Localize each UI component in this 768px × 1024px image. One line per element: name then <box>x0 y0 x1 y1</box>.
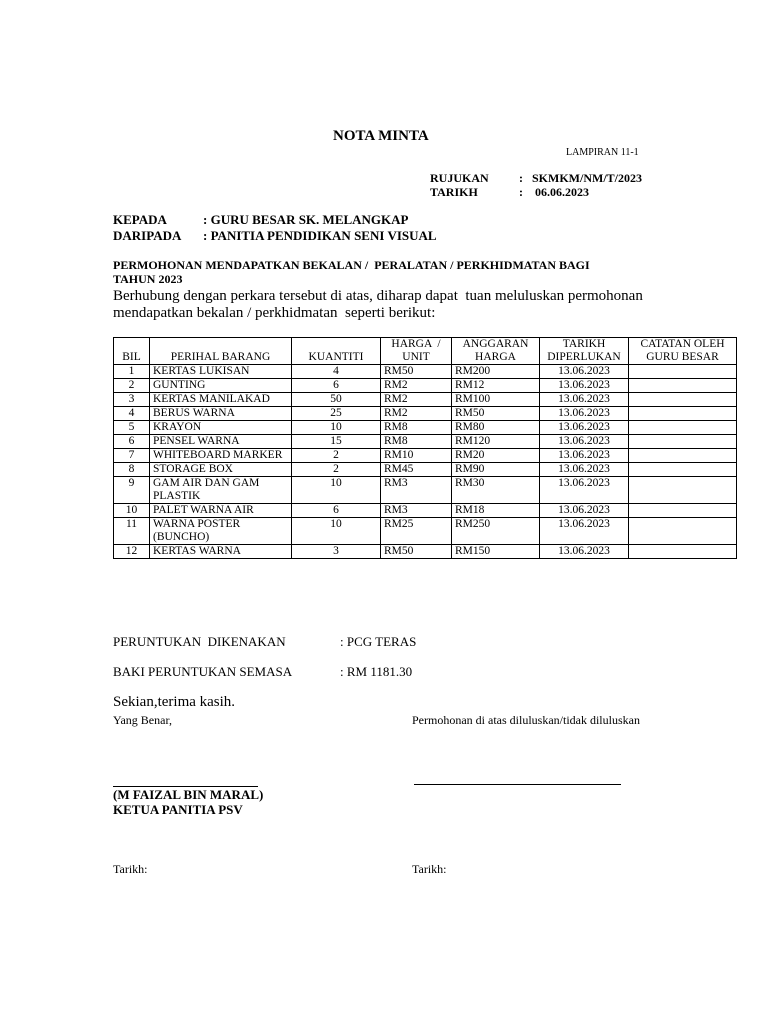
peruntukan-value: : PCG TERAS <box>340 634 417 649</box>
cell-perihal: KERTAS WARNA <box>150 545 292 559</box>
table-row <box>114 379 737 393</box>
cell-tarikh: 13.06.2023 <box>540 365 629 379</box>
rujukan-label: RUJUKAN <box>430 171 489 185</box>
cell-anggaran: RM90 <box>452 463 540 477</box>
header-tarikh: TARIKH DIPERLUKAN <box>540 338 629 365</box>
cell-perihal: BERUS WARNA <box>150 407 292 421</box>
table-header-row <box>114 338 737 365</box>
cell-perihal: GUNTING <box>150 379 292 393</box>
signature-line-right <box>414 784 621 785</box>
approval-text: Permohonan di atas diluluskan/tidak diluluskan <box>412 713 640 727</box>
cell-harga: RM2 <box>381 379 452 393</box>
cell-bil: 9 <box>114 477 150 504</box>
table-row <box>114 504 737 518</box>
cell-kuantiti: 3 <box>292 545 381 559</box>
cell-anggaran: RM200 <box>452 365 540 379</box>
cell-anggaran: RM100 <box>452 393 540 407</box>
table-row <box>114 477 737 504</box>
cell-kuantiti: 10 <box>292 477 381 504</box>
cell-anggaran: RM18 <box>452 504 540 518</box>
table-row <box>114 365 737 379</box>
cell-tarikh: 13.06.2023 <box>540 393 629 407</box>
cell-tarikh: 13.06.2023 <box>540 463 629 477</box>
header-kuantiti: KUANTITI <box>292 338 381 365</box>
header-harga: HARGA / UNIT <box>381 338 452 365</box>
cell-bil: 8 <box>114 463 150 477</box>
document-title: NOTA MINTA <box>333 128 429 144</box>
cell-kuantiti: 25 <box>292 407 381 421</box>
body-line-1: Berhubung dengan perkara tersebut di atas, diharap dapat tuan meluluskan permohonan <box>113 288 643 304</box>
cell-bil: 4 <box>114 407 150 421</box>
cell-harga: RM10 <box>381 449 452 463</box>
cell-kuantiti: 6 <box>292 379 381 393</box>
closing-text: Sekian,terima kasih. <box>113 694 236 710</box>
cell-harga: RM50 <box>381 365 452 379</box>
table-row <box>114 545 737 559</box>
cell-tarikh: 13.06.2023 <box>540 477 629 504</box>
items-table <box>113 337 737 559</box>
cell-kuantiti: 50 <box>292 393 381 407</box>
cell-catatan <box>629 407 737 421</box>
cell-bil: 5 <box>114 421 150 435</box>
tarikh-label: TARIKH <box>430 185 478 199</box>
cell-catatan <box>629 545 737 559</box>
subject-line-2: TAHUN 2023 <box>113 272 183 286</box>
daripada-value: : PANITIA PENDIDIKAN SENI VISUAL <box>203 228 437 243</box>
cell-catatan <box>629 365 737 379</box>
cell-catatan <box>629 379 737 393</box>
cell-bil: 6 <box>114 435 150 449</box>
cell-kuantiti: 10 <box>292 518 381 545</box>
table-row <box>114 435 737 449</box>
cell-kuantiti: 6 <box>292 504 381 518</box>
lampiran-label: LAMPIRAN 11-1 <box>566 147 639 158</box>
signatory-title: KETUA PANITIA PSV <box>113 802 243 817</box>
body-line-2: mendapatkan bekalan / perkhidmatan seperti berikut: <box>113 305 436 321</box>
cell-perihal: WHITEBOARD MARKER <box>150 449 292 463</box>
cell-perihal: KRAYON <box>150 421 292 435</box>
cell-kuantiti: 2 <box>292 449 381 463</box>
cell-anggaran: RM20 <box>452 449 540 463</box>
kepada-value: : GURU BESAR SK. MELANGKAP <box>203 212 409 227</box>
cell-catatan <box>629 477 737 504</box>
table-row <box>114 449 737 463</box>
cell-harga: RM25 <box>381 518 452 545</box>
header-anggaran: ANGGARAN HARGA <box>452 338 540 365</box>
cell-catatan <box>629 393 737 407</box>
cell-anggaran: RM250 <box>452 518 540 545</box>
signatory-name: (M FAIZAL BIN MARAL) <box>113 787 264 802</box>
cell-tarikh: 13.06.2023 <box>540 421 629 435</box>
cell-harga: RM3 <box>381 504 452 518</box>
cell-tarikh: 13.06.2023 <box>540 407 629 421</box>
cell-catatan <box>629 421 737 435</box>
cell-catatan <box>629 504 737 518</box>
rujukan-value: : SKMKM/NM/T/2023 <box>519 171 642 185</box>
header-perihal: PERIHAL BARANG <box>150 338 292 365</box>
cell-kuantiti: 4 <box>292 365 381 379</box>
subject-line-1: PERMOHONAN MENDAPATKAN BEKALAN / PERALATAN / PERKHIDMATAN BAGI <box>113 258 590 272</box>
cell-tarikh: 13.06.2023 <box>540 518 629 545</box>
cell-harga: RM3 <box>381 477 452 504</box>
cell-anggaran: RM150 <box>452 545 540 559</box>
cell-perihal: WARNA POSTER (BUNCHO) <box>150 518 292 545</box>
cell-kuantiti: 15 <box>292 435 381 449</box>
cell-kuantiti: 10 <box>292 421 381 435</box>
cell-bil: 10 <box>114 504 150 518</box>
table-row <box>114 393 737 407</box>
cell-catatan <box>629 435 737 449</box>
cell-perihal: PALET WARNA AIR <box>150 504 292 518</box>
header-catatan: CATATAN OLEH GURU BESAR <box>629 338 737 365</box>
cell-catatan <box>629 463 737 477</box>
table-row <box>114 463 737 477</box>
cell-perihal: STORAGE BOX <box>150 463 292 477</box>
cell-anggaran: RM80 <box>452 421 540 435</box>
cell-anggaran: RM120 <box>452 435 540 449</box>
cell-tarikh: 13.06.2023 <box>540 504 629 518</box>
cell-harga: RM8 <box>381 421 452 435</box>
cell-catatan <box>629 518 737 545</box>
table-row <box>114 407 737 421</box>
cell-perihal: PENSEL WARNA <box>150 435 292 449</box>
cell-harga: RM45 <box>381 463 452 477</box>
cell-bil: 2 <box>114 379 150 393</box>
daripada-label: DARIPADA <box>113 228 182 243</box>
cell-bil: 7 <box>114 449 150 463</box>
tarikh-left-label: Tarikh: <box>113 862 148 876</box>
tarikh-right-label: Tarikh: <box>412 862 447 876</box>
cell-anggaran: RM12 <box>452 379 540 393</box>
tarikh-value: : 06.06.2023 <box>519 185 589 199</box>
cell-tarikh: 13.06.2023 <box>540 379 629 393</box>
header-bil: BIL <box>114 338 150 365</box>
baki-value: : RM 1181.30 <box>340 664 413 679</box>
cell-bil: 11 <box>114 518 150 545</box>
cell-catatan <box>629 449 737 463</box>
cell-bil: 12 <box>114 545 150 559</box>
cell-harga: RM50 <box>381 545 452 559</box>
cell-harga: RM2 <box>381 393 452 407</box>
yang-benar-text: Yang Benar, <box>113 713 172 727</box>
table-row <box>114 421 737 435</box>
cell-anggaran: RM30 <box>452 477 540 504</box>
peruntukan-label: PERUNTUKAN DIKENAKAN <box>113 634 286 649</box>
cell-tarikh: 13.06.2023 <box>540 545 629 559</box>
cell-anggaran: RM50 <box>452 407 540 421</box>
cell-kuantiti: 2 <box>292 463 381 477</box>
table-row <box>114 518 737 545</box>
cell-tarikh: 13.06.2023 <box>540 449 629 463</box>
cell-perihal: GAM AIR DAN GAM PLASTIK <box>150 477 292 504</box>
cell-bil: 3 <box>114 393 150 407</box>
cell-bil: 1 <box>114 365 150 379</box>
cell-tarikh: 13.06.2023 <box>540 435 629 449</box>
cell-harga: RM8 <box>381 435 452 449</box>
cell-perihal: KERTAS LUKISAN <box>150 365 292 379</box>
cell-perihal: KERTAS MANILAKAD <box>150 393 292 407</box>
cell-harga: RM2 <box>381 407 452 421</box>
baki-label: BAKI PERUNTUKAN SEMASA <box>113 664 293 679</box>
kepada-label: KEPADA <box>113 212 167 227</box>
